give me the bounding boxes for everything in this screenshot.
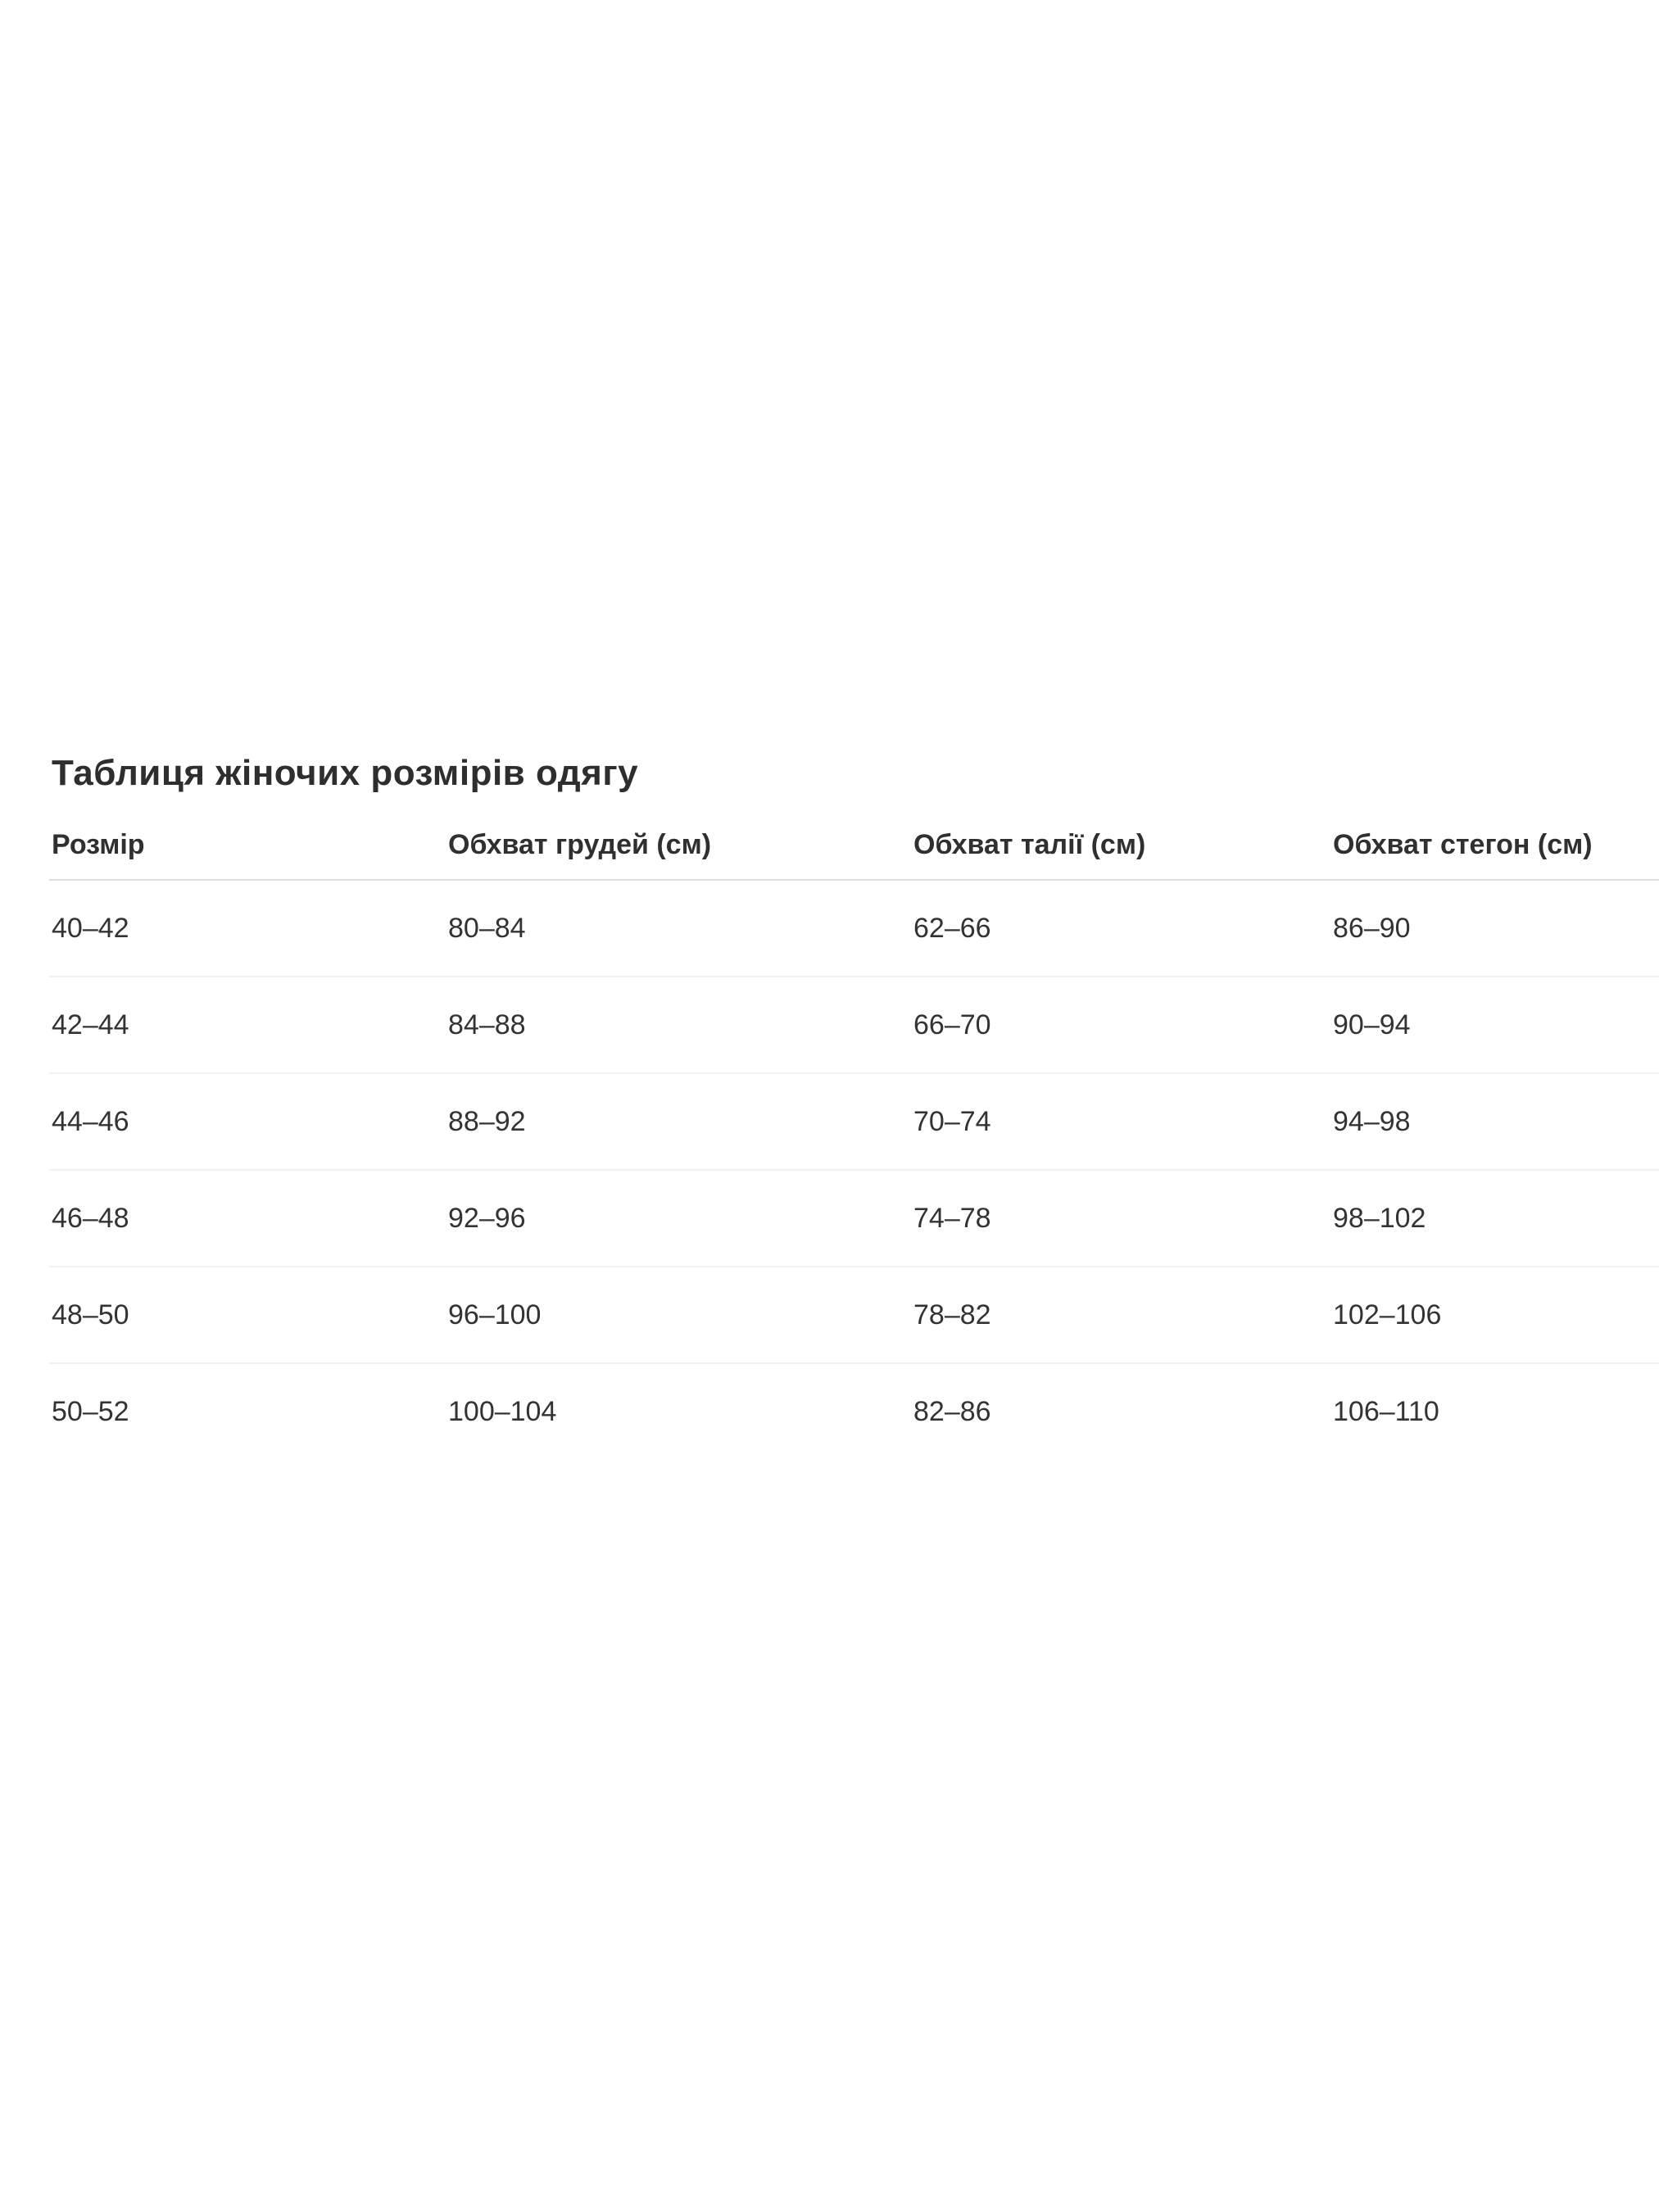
table-row [49, 1074, 1659, 1171]
cell-size: 50–52 [52, 1395, 129, 1427]
cell-waist: 62–66 [913, 912, 991, 944]
cell-hips: 90–94 [1333, 1009, 1411, 1040]
cell-size: 40–42 [52, 912, 129, 944]
cell-hips: 94–98 [1333, 1105, 1411, 1137]
column-header-chest: Обхват грудей (см) [448, 829, 712, 860]
cell-hips: 102–106 [1333, 1299, 1442, 1330]
table-header-row [49, 811, 1659, 881]
cell-size: 48–50 [52, 1299, 129, 1330]
cell-waist: 70–74 [913, 1105, 991, 1137]
cell-hips: 106–110 [1333, 1395, 1439, 1427]
table-row [49, 1364, 1659, 1459]
table-row [49, 1171, 1659, 1267]
cell-hips: 86–90 [1333, 912, 1411, 944]
column-header-size: Розмір [52, 829, 145, 860]
table-row [49, 977, 1659, 1074]
cell-hips: 98–102 [1333, 1202, 1426, 1234]
page-title: Таблиця жіночих розмірів одягу [52, 752, 639, 793]
table-row [49, 1267, 1659, 1364]
column-header-waist: Обхват талії (см) [913, 829, 1146, 860]
cell-chest: 88–92 [448, 1105, 526, 1137]
cell-waist: 78–82 [913, 1299, 991, 1330]
table-row [49, 881, 1659, 977]
cell-chest: 92–96 [448, 1202, 526, 1234]
cell-size: 42–44 [52, 1009, 129, 1040]
cell-waist: 66–70 [913, 1009, 991, 1040]
size-table [49, 811, 1659, 1459]
cell-waist: 74–78 [913, 1202, 991, 1234]
cell-size: 44–46 [52, 1105, 129, 1137]
cell-chest: 100–104 [448, 1395, 557, 1427]
cell-chest: 80–84 [448, 912, 526, 944]
cell-chest: 96–100 [448, 1299, 542, 1330]
column-header-hips: Обхват стегон (см) [1333, 829, 1593, 860]
cell-size: 46–48 [52, 1202, 129, 1234]
cell-waist: 82–86 [913, 1395, 991, 1427]
cell-chest: 84–88 [448, 1009, 526, 1040]
